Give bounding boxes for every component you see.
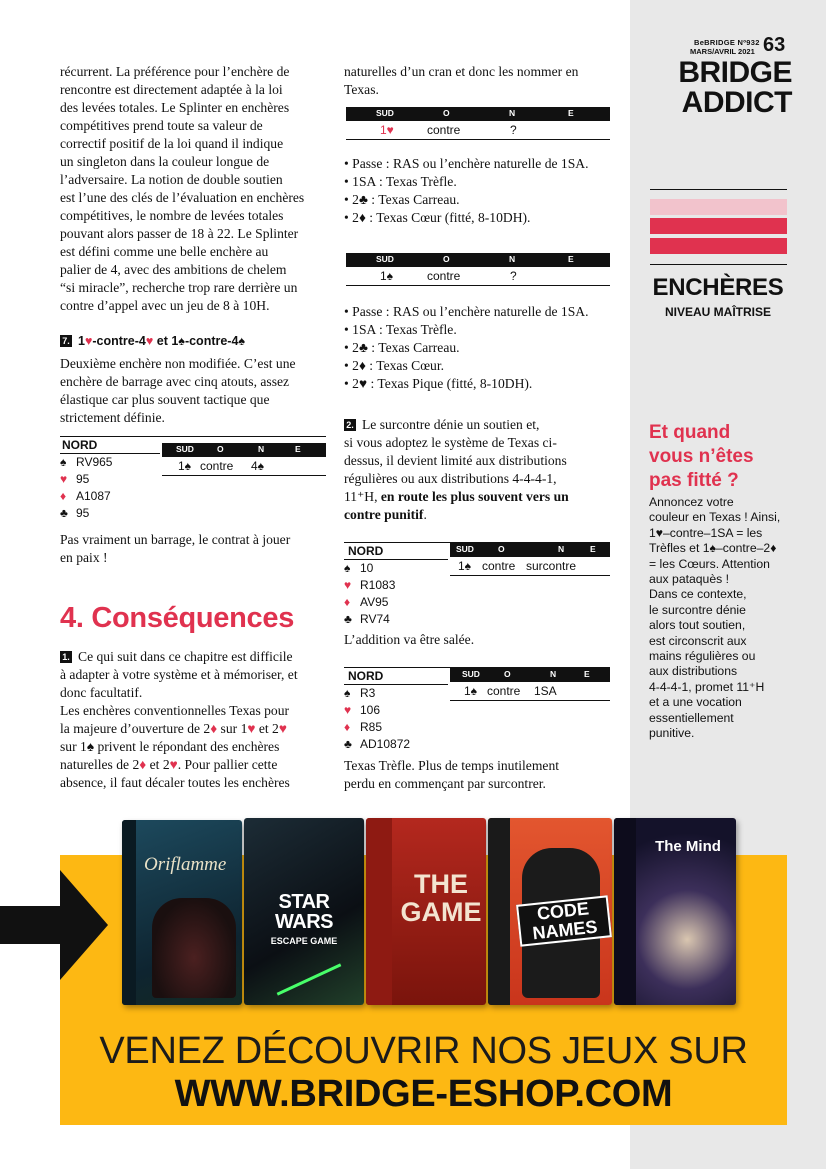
sidebar-line: Trèfles et 1♠–contre–2♦ <box>649 541 777 556</box>
item-number: 2. <box>344 419 356 431</box>
list-item: • 2♣ : Texas Carreau. <box>344 340 460 355</box>
bid-o: contre <box>427 123 461 137</box>
bid-table-4 <box>450 543 610 576</box>
lead: 2♦ <box>352 358 366 373</box>
text-line: est défini comme une belle enchère au <box>60 244 269 259</box>
list-item: • 1SA : Texas Trèfle. <box>344 322 457 337</box>
text: : Texas Carreau. <box>367 340 460 355</box>
bid-row <box>346 121 610 140</box>
text: . <box>423 507 427 522</box>
sidebar-box-title-3: pas fitté ? <box>649 470 739 491</box>
text: 11⁺H, <box>344 489 381 504</box>
bid-n: ? <box>510 269 517 283</box>
text: la majeure d’ouverture de 2 <box>60 721 211 736</box>
magazine-issue: BeBRIDGE Nº932 <box>694 38 760 47</box>
hand-line-hearts <box>344 577 448 594</box>
col-e: E <box>584 669 590 679</box>
text-line: Pas vraiment un barrage, le contrat à jouer <box>60 532 291 547</box>
sidebar-line: mains régulières ou <box>649 649 756 664</box>
cards: R85 <box>360 720 383 734</box>
spade-icon: ♠ <box>86 739 95 754</box>
bid-n: surcontre <box>526 559 577 573</box>
text: sur 1 <box>60 739 87 754</box>
text-line: Deuxième enchère non modifiée. C’est une <box>60 356 296 371</box>
club-icon: ♣ <box>60 506 68 520</box>
sidebar-line: = les Cœurs. Attention <box>649 556 770 571</box>
text-line: compétitives, le nombre de levées totales <box>60 208 284 223</box>
text: naturelles de 2 <box>60 757 140 772</box>
col1-para4 <box>60 648 330 792</box>
text-line: pouvant alors passer de 18 à 22. Le Splinter <box>60 226 299 241</box>
hand-line-spades <box>60 454 160 471</box>
issue-date: MARS/AVRIL 2021 <box>690 47 755 56</box>
col1-para1 <box>60 63 328 315</box>
lightsaber <box>277 963 342 995</box>
lead: Passe <box>352 304 383 319</box>
arrow-right-icon <box>0 870 110 980</box>
ad-url[interactable]: WWW.BRIDGE-ESHOP.COM <box>174 1073 673 1115</box>
list-2 <box>344 303 614 393</box>
col-o: O <box>504 669 511 679</box>
figure-silhouettes <box>152 898 236 998</box>
heart-icon: ♥ <box>278 721 287 736</box>
cards: 106 <box>360 703 381 717</box>
text: : Texas Cœur. <box>365 358 444 373</box>
spade-icon: ♠ <box>344 686 351 700</box>
cards: 10 <box>360 561 374 575</box>
sidebar-line: 1♥–contre–1SA = les <box>649 525 763 540</box>
list-item: • 2♥ : Texas Pique (fitté, 8-10DH). <box>344 376 533 391</box>
text-line: perdu en commençant par surcontrer. <box>344 776 546 791</box>
text: : RAS ou l’enchère naturelle de 1SA. <box>382 304 589 319</box>
text: privent le répondant des enchères <box>94 739 280 754</box>
bid-sud: 1♠ <box>458 559 472 573</box>
box-spine <box>122 820 136 1005</box>
ad-line-1: VENEZ DÉCOUVRIR NOS JEUX SUR <box>99 1030 748 1072</box>
item-number: 7. <box>60 335 72 347</box>
col2-intro <box>344 63 612 99</box>
text: : Texas Pique (fitté, 8-10DH). <box>367 376 533 391</box>
bid-table-header <box>346 253 610 267</box>
text-line: strictement définie. <box>60 410 165 425</box>
text-line: est l’une des clés de l’évaluation en enchères <box>60 190 305 205</box>
game-logo: Oriflamme <box>144 854 227 875</box>
text-line: correctif positif de la loi quand il indique <box>60 136 284 151</box>
text-line <box>60 738 330 756</box>
lead: 2♦ <box>352 210 366 225</box>
bid-o: contre <box>487 684 521 698</box>
list-item: • Passe : RAS ou l’enchère naturelle de 1SA. <box>344 156 589 171</box>
bid-n: 1SA <box>534 684 557 698</box>
bid-row <box>162 457 326 476</box>
col-e: E <box>590 544 596 554</box>
text-line: rencontre est directement adaptée à la loi <box>60 82 283 97</box>
col-n: N <box>558 544 565 554</box>
text-line <box>344 488 618 506</box>
bid-table-header <box>162 443 326 457</box>
diamond-icon: ♦ <box>344 720 351 734</box>
bid-table-1 <box>162 443 326 476</box>
item2-text <box>344 416 618 524</box>
game-sub: ESCAPE GAME <box>270 936 338 946</box>
spade-icon: ♠ <box>238 334 246 348</box>
text-line <box>344 506 618 524</box>
sidebar-line: est circonscrit aux <box>649 633 747 648</box>
game-logo: STAR WARS <box>275 891 333 933</box>
lead: 1SA <box>352 174 376 189</box>
heart-icon: ♥ <box>344 703 352 717</box>
text: : Texas Trèfle. <box>375 174 457 189</box>
hand-label: NORD <box>344 667 448 685</box>
text-line: Texas Trèfle. Plus de temps inutilement <box>344 758 560 773</box>
bid-text: 1 <box>78 334 85 348</box>
text-line: un singleton dans la couleur longue de <box>60 154 270 169</box>
game-logo: CODE NAMES <box>516 895 612 946</box>
bid-sud: 1♥ <box>380 123 394 137</box>
lead: 2♣ <box>352 340 368 355</box>
club-icon: ♣ <box>344 737 352 751</box>
text-line <box>60 648 330 666</box>
diamond-icon: ♦ <box>210 721 218 736</box>
cards: RV74 <box>360 612 390 626</box>
spade-icon: ♠ <box>60 455 67 469</box>
bid-table-header <box>450 668 610 682</box>
col-sud: SUD <box>176 444 194 454</box>
list-item: • 2♣ : Texas Carreau. <box>344 192 460 207</box>
list-item: • 1SA : Texas Trèfle. <box>344 174 457 189</box>
divider-mid <box>650 264 787 265</box>
brand-title-line1: BRIDGE <box>678 56 792 89</box>
col-e: E <box>295 444 301 454</box>
heart-icon: ♥ <box>145 334 154 348</box>
hand-line-clubs <box>344 736 448 753</box>
sidebar-line: essentiellement <box>649 710 734 725</box>
text: : Texas Cœur (fitté, 8-10DH). <box>365 210 531 225</box>
bid-text: et 1 <box>153 334 179 348</box>
diamond-icon: ♦ <box>139 757 147 772</box>
text-line: dessus, il devient limité aux distributions <box>344 453 567 468</box>
text-line: contre d’appel avec un jeu de 8 à 10H. <box>60 298 270 313</box>
col-o: O <box>443 254 450 264</box>
hand-line-diamonds <box>60 488 160 505</box>
col-o: O <box>498 544 505 554</box>
hand-nord-1 <box>60 436 160 522</box>
text-line: élastique car plus souvent tactique que <box>60 392 270 407</box>
section-heading: 4. Conséquences <box>60 602 295 634</box>
heart-icon: ♥ <box>60 472 68 486</box>
text-line: compétitives prend toute sa valeur de <box>60 118 263 133</box>
text-line: donc facultatif. <box>60 685 143 700</box>
text-line: des levées totales. Le Splinter en enchères <box>60 100 290 115</box>
hand-line-hearts <box>60 471 160 488</box>
bid-sud: 1♠ <box>178 459 192 473</box>
sidebar-line: Dans ce contexte, <box>649 587 747 602</box>
cards: R1083 <box>360 578 396 592</box>
bid-n: ? <box>510 123 517 137</box>
sidebar-line: aux pataquès ! <box>649 572 729 587</box>
text-line: à adapter à votre système et à mémoriser, et <box>60 667 298 682</box>
item-number: 1. <box>60 651 72 663</box>
cards: R3 <box>360 686 376 700</box>
text-line: enchère de barrage avec cinq atouts, assez <box>60 374 290 389</box>
text-line: l’adversaire. La notion de double soutien <box>60 172 283 187</box>
text: et 2 <box>146 757 170 772</box>
text: : Texas Trèfle. <box>375 322 457 337</box>
after-hand3 <box>344 757 612 793</box>
text-line: naturelles d’un cran et donc les nommer en <box>344 64 579 79</box>
text: : Texas Carreau. <box>367 192 460 207</box>
heart-icon: ♥ <box>247 721 256 736</box>
text-line: absence, il faut décaler toutes les enchères <box>60 775 290 790</box>
spade-icon: ♠ <box>344 561 351 575</box>
text: sur 1 <box>217 721 248 736</box>
cards: AV95 <box>360 595 389 609</box>
bid-row <box>450 557 610 576</box>
hand-label: NORD <box>60 436 160 454</box>
bid-table-2 <box>346 107 610 140</box>
game-box-star-wars[interactable] <box>244 818 364 1005</box>
text-line: Les enchères conventionnelles Texas pour <box>60 703 290 718</box>
text-line: récurrent. La préférence pour l’enchère de <box>60 64 290 79</box>
stripe-pale <box>650 199 787 215</box>
section-title: ENCHÈRES <box>652 274 784 301</box>
text: . Pour pallier cette <box>177 757 278 772</box>
sidebar-box-title-2: vous n’êtes <box>649 446 754 467</box>
text-bold: en route les plus souvent vers un <box>380 489 569 504</box>
lead: Passe <box>352 156 383 171</box>
text-line: Texas. <box>344 82 379 97</box>
heart-icon: ♥ <box>84 334 93 348</box>
stripe-red-1 <box>650 218 787 234</box>
heart-icon: ♥ <box>344 578 352 592</box>
bid-sud: 1♠ <box>464 684 478 698</box>
text-line <box>60 720 330 738</box>
sidebar-line: et a une vocation <box>649 695 742 710</box>
stripe-red-2 <box>650 238 787 254</box>
bid-o: contre <box>482 559 516 573</box>
text-line: régulières ou aux distributions 4-4-4-1, <box>344 471 557 486</box>
text-line: si vous adoptez le système de Texas ci- <box>344 435 557 450</box>
text-line: “si miracle”, recherche trop rare derrière un <box>60 280 298 295</box>
spade-icon: ♠ <box>178 334 185 348</box>
col-o: O <box>217 444 224 454</box>
section-subtitle: NIVEAU MAÎTRISE <box>664 305 771 319</box>
lead: 2♣ <box>352 192 368 207</box>
bid-text: -contre-4 <box>92 334 146 348</box>
hand-line-hearts <box>344 702 448 719</box>
col-e: E <box>568 254 574 264</box>
bid-o: contre <box>427 269 461 283</box>
after-hand2: L’addition va être salée. <box>344 632 475 647</box>
col1-para3 <box>60 531 328 567</box>
list-item: • 2♦ : Texas Cœur (fitté, 8-10DH). <box>344 210 531 225</box>
game-box-the-mind[interactable] <box>614 818 736 1005</box>
bid-text: -contre-4 <box>184 334 239 348</box>
divider-top <box>650 189 787 190</box>
bid-table-3 <box>346 253 610 286</box>
box-spine <box>366 818 392 1005</box>
hand-line-clubs <box>344 611 448 628</box>
cards: A1087 <box>76 489 111 503</box>
page-number: 63 <box>763 34 786 56</box>
hand-line-clubs <box>60 505 160 522</box>
bid-table-header <box>346 107 610 121</box>
col-n: N <box>550 669 557 679</box>
col1-para2 <box>60 355 328 427</box>
hand-line-diamonds <box>344 719 448 736</box>
bid-row <box>450 682 610 701</box>
diamond-icon: ♦ <box>344 595 351 609</box>
game-logo: The Mind <box>655 838 721 855</box>
game-box-the-game[interactable] <box>366 818 486 1005</box>
sidebar-line: 4-4-4-1, promet 11⁺H <box>649 679 765 694</box>
col-sud: SUD <box>376 108 394 118</box>
sidebar-line: le surcontre dénie <box>649 602 746 617</box>
bid-row <box>346 267 610 286</box>
lead: 1SA <box>352 322 376 337</box>
cards: 95 <box>76 472 90 486</box>
sidebar-line: couleur en Texas ! Ainsi, <box>649 510 781 525</box>
lead: 2♥ <box>352 376 368 391</box>
list-item: • 2♦ : Texas Cœur. <box>344 358 444 373</box>
col-o: O <box>443 108 450 118</box>
sidebar-box-text <box>649 495 821 742</box>
text-line <box>344 416 618 434</box>
col-sud: SUD <box>456 544 474 554</box>
hand-line-spades <box>344 560 448 577</box>
cards: 95 <box>76 506 90 520</box>
box-spine <box>614 818 636 1005</box>
sidebar-line: punitive. <box>649 726 695 741</box>
cards: AD10872 <box>360 737 411 751</box>
brand-title-line2: ADDICT <box>681 86 792 119</box>
hand1-topline <box>160 436 326 437</box>
col-sud: SUD <box>376 254 394 264</box>
text-bold: contre punitif <box>344 507 424 522</box>
bid-n: 4♠ <box>251 459 265 473</box>
hand-line-diamonds <box>344 594 448 611</box>
hand-nord-2 <box>344 542 448 628</box>
game-logo: THE GAME <box>400 869 482 927</box>
bid-table-5 <box>450 668 610 701</box>
col-sud: SUD <box>462 669 480 679</box>
bid-o: contre <box>200 459 234 473</box>
col-n: N <box>258 444 265 454</box>
bid-table-header <box>450 543 610 557</box>
col-n: N <box>509 108 516 118</box>
sidebar-line: alors tout soutien, <box>649 618 746 633</box>
club-icon: ♣ <box>344 612 352 626</box>
col-n: N <box>509 254 516 264</box>
sidebar-line: Annoncez votre <box>649 495 734 509</box>
box-spine <box>488 818 510 1005</box>
text: Le surcontre dénie un soutien et, <box>362 417 540 432</box>
heart-icon: ♥ <box>169 757 178 772</box>
list-1 <box>344 155 614 227</box>
col-e: E <box>568 108 574 118</box>
hand-label: NORD <box>344 542 448 560</box>
bid-sud: 1♠ <box>380 269 394 283</box>
sidebar-line: aux distributions <box>649 664 738 679</box>
list-item: • Passe : RAS ou l’enchère naturelle de 1SA. <box>344 304 589 319</box>
text: : RAS ou l’enchère naturelle de 1SA. <box>382 156 589 171</box>
text: et 2 <box>255 721 279 736</box>
text: Ce qui suit dans ce chapitre est difficile <box>78 649 293 664</box>
text-line: en paix ! <box>60 550 108 565</box>
game-box-code-names[interactable] <box>488 818 612 1005</box>
diamond-icon: ♦ <box>60 489 67 503</box>
item7-heading <box>60 334 245 348</box>
hand-line-spades <box>344 685 448 702</box>
hand-nord-3 <box>344 667 448 753</box>
text-line <box>60 756 330 774</box>
text-line: palier de 4, avec des ambitions de chelem <box>60 262 287 277</box>
cards: RV965 <box>76 455 113 469</box>
game-box-oriflamme[interactable] <box>122 820 242 1005</box>
sidebar-box-title-1: Et quand <box>649 422 731 443</box>
